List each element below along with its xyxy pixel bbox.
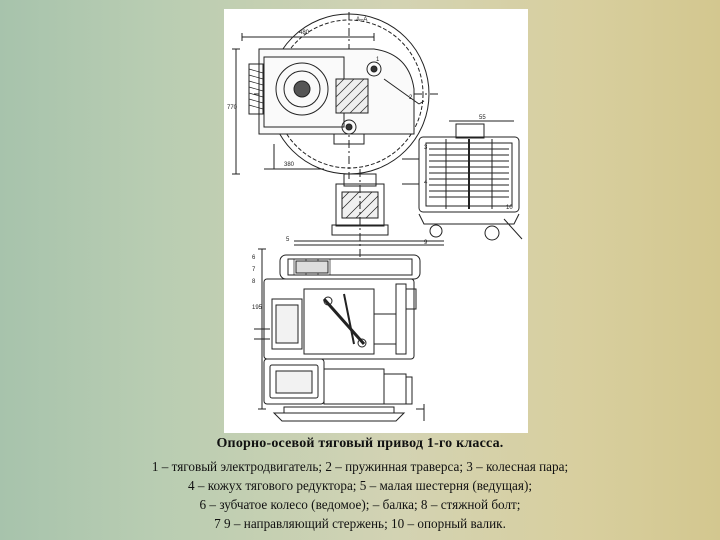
part-number-5: 5 [286,237,290,243]
section-label: А–А [356,17,368,23]
part-number-1: 1 [376,57,380,63]
caption-title: Опорно-осевой тяговый привод 1-го класса. [216,436,504,451]
dim-label-55: 55 [479,115,486,121]
caption-line-3: 6 – зубчатое колесо (ведомое); – балка; 8 – стяжной болт; [199,497,521,512]
part-number-3: 3 [424,145,428,151]
part-number-8: 8 [252,279,256,285]
caption-line-2: 4 – кожух тягового редуктора; 5 – малая шестерня (ведущая); [187,478,533,493]
drive-plan-view [254,249,424,421]
dim-label-480: 480 [299,30,310,36]
part-number-2: 2 [409,95,413,101]
dim-label-195: 195 [252,305,263,311]
drive-drawing-svg [224,9,528,433]
dim-label-380: 380 [284,162,295,168]
part-number-6: 6 [252,255,256,261]
caption-line-4: 7 9 – направляющий стержень; 10 – опорный валик. [214,516,506,531]
part-number-9: 9 [424,240,428,246]
part-number-4: 4 [424,180,428,186]
axle-bearing-view [294,169,444,259]
part-number-7: 7 [252,267,256,273]
caption-line-1: 1 – тяговый электродвигатель; 2 – пружинная траверса; 3 – колесная пара; [151,459,569,474]
gear-housing-view [232,12,439,179]
technical-drawing [224,9,528,433]
part-number-10: 10 [506,205,513,211]
motor-side-view [402,121,522,240]
dim-label-770: 770 [227,105,238,111]
